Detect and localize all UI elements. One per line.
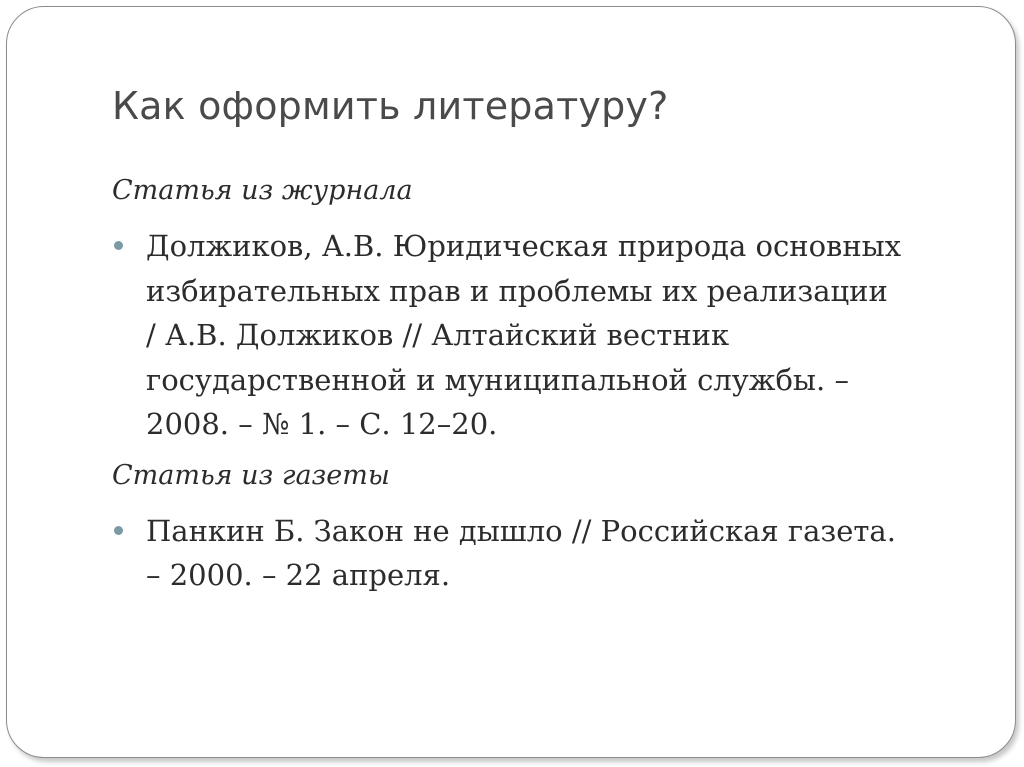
- section-heading-journal: Статья из журнала: [112, 175, 413, 206]
- entry-line: 2008. – № 1. – С. 12–20.: [146, 407, 498, 441]
- slide-title: Как оформить литературу?: [112, 84, 669, 128]
- slide-body: [112, 166, 972, 602]
- entry-line: государственной и муниципальной службы. –: [146, 362, 849, 397]
- entry-line: избирательных прав и проблемы их реализации: [146, 273, 888, 308]
- entry-line: Панкин Б. Закон не дышло // Российская газета.: [146, 513, 896, 548]
- reference-entry-newspaper: [112, 509, 972, 598]
- entry-line: Должиков, А.В. Юридическая природа основных: [146, 229, 902, 263]
- bullet-icon: [114, 241, 123, 250]
- bullet-icon: [114, 526, 123, 535]
- section-heading-newspaper: Статья из газеты: [112, 459, 390, 491]
- reference-entry-journal: [112, 224, 972, 447]
- entry-line: – 2000. – 22 апреля.: [146, 558, 451, 592]
- entry-line: / А.В. Должиков // Алтайский вестник: [146, 318, 730, 352]
